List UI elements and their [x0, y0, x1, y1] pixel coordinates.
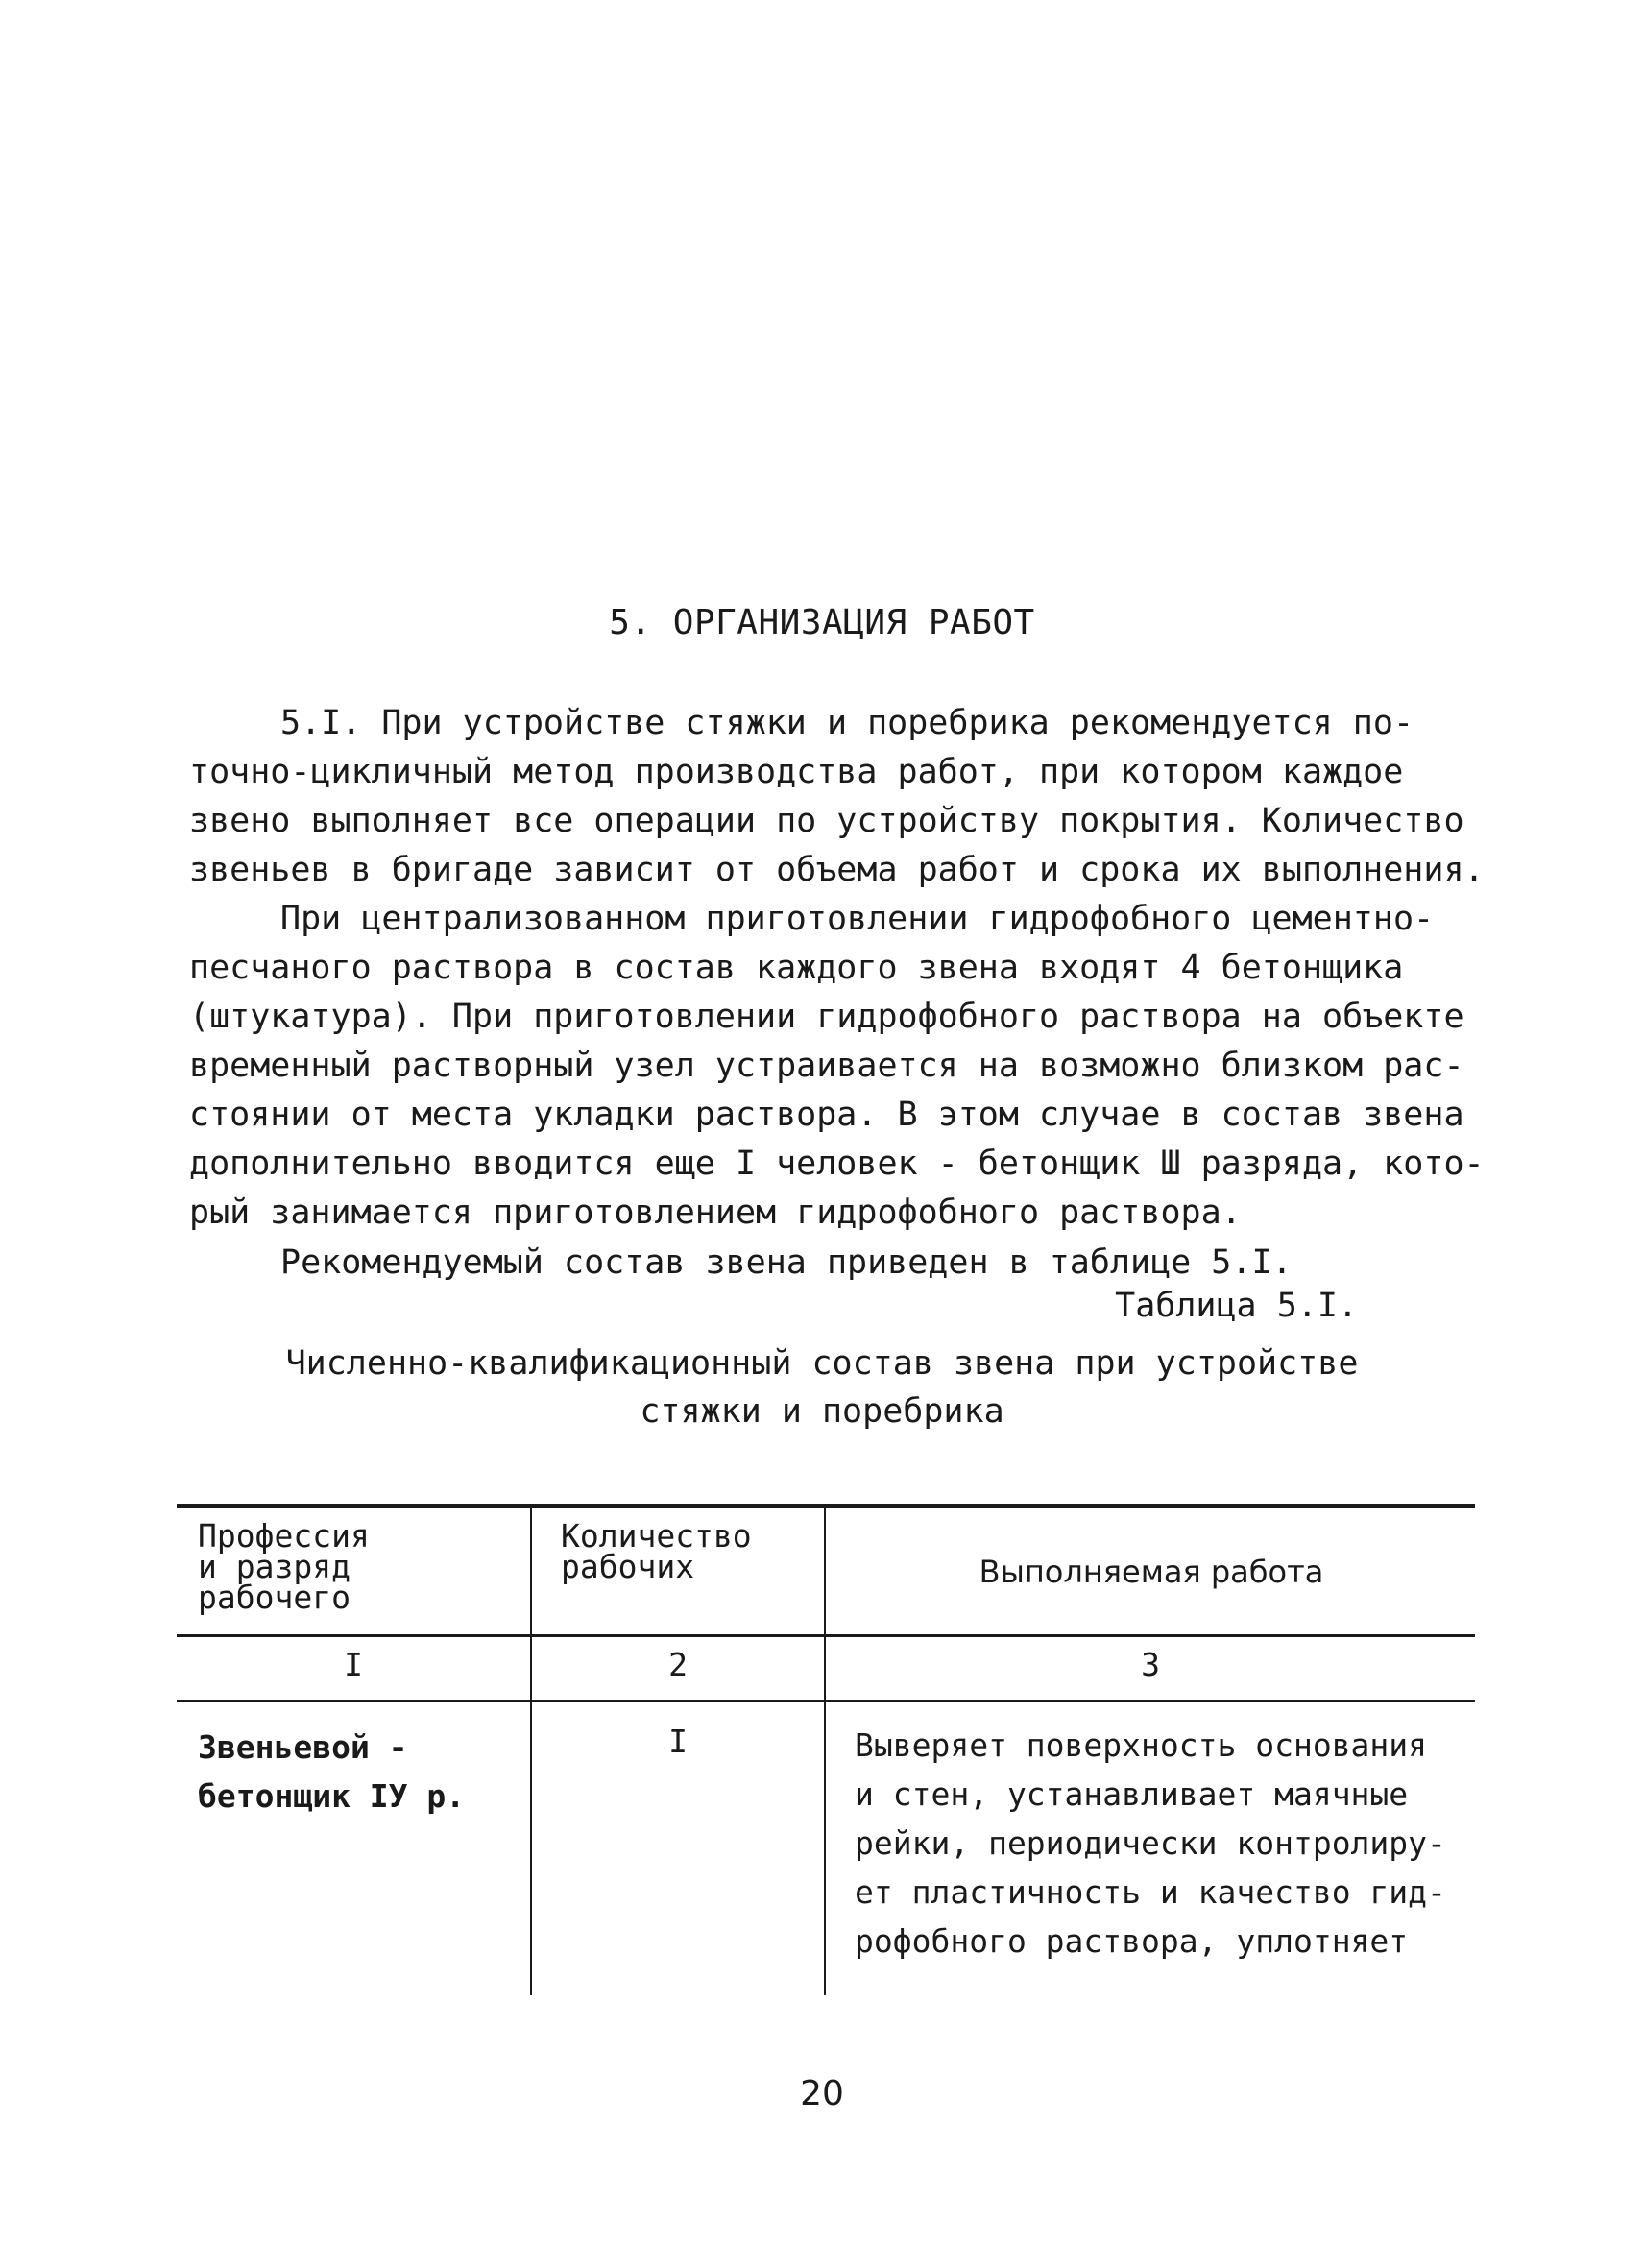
paragraph-table-reference	[189, 1239, 1447, 1288]
table-column-divider	[824, 1504, 826, 1995]
crew-composition-table	[177, 1504, 1475, 1995]
header-line: рабочего	[198, 1579, 351, 1616]
column-number: 2	[668, 1646, 688, 1683]
header-profession	[198, 1517, 515, 1616]
caption-line: Численно-квалификационный состав звена при устройстве	[285, 1344, 1359, 1383]
table-numbers-rule	[177, 1700, 1475, 1702]
table-caption	[0, 1339, 1644, 1436]
paragraph-line: звено выполняет все операции по устройству покрытия. Количество	[189, 802, 1464, 840]
paragraph-line: (штукатура). При приготовлении гидрофобного раствора на объекте	[189, 998, 1464, 1036]
paragraph-line: временный растворный узел устраивается на возможно близком рас-	[189, 1047, 1464, 1085]
paragraph-centralized	[189, 895, 1485, 1238]
table-label: Таблица 5.I.	[1115, 1287, 1358, 1325]
row-line: рейки, периодически контролиру-	[855, 1824, 1446, 1862]
row-line: и стен, устанавливает маячные	[855, 1775, 1409, 1813]
paragraph-line: рый занимается приготовлением гидрофобного раствора.	[189, 1194, 1242, 1232]
row-work	[855, 1721, 1469, 1966]
caption-line: стяжки и поребрика	[640, 1392, 1004, 1431]
header-work-performed: Выполняемая работа	[979, 1554, 1324, 1590]
column-number: I	[344, 1646, 363, 1683]
row-line: рофобного раствора, уплотняет	[855, 1922, 1409, 1960]
paragraph-line: Рекомендуемый состав звена приведен в таблице 5.I.	[280, 1243, 1293, 1282]
header-line: рабочих	[561, 1548, 695, 1585]
paragraph-5-1	[189, 699, 1485, 895]
paragraph-line: точно-цикличный метод производства работ, при котором каждое	[189, 753, 1404, 791]
row-line: ет пластичность и качество гид-	[855, 1873, 1446, 1911]
row-line: Выверяет поверхность основания	[855, 1726, 1428, 1764]
header-line: Профессия	[198, 1517, 370, 1555]
paragraph-line: дополнительно вводится еще I человек - бетонщик Ш разряда, кото-	[189, 1145, 1485, 1183]
paragraph-line: При централизованном приготовлении гидрофобного цементно-	[280, 900, 1435, 938]
row-profession	[198, 1723, 524, 1821]
paragraph-line: песчаного раствора в состав каждого звена входят 4 бетонщика	[189, 949, 1404, 987]
paragraph-line: звеньев в бригаде зависит от объема работ и срока их выполнения.	[189, 851, 1485, 889]
paragraph-line: стоянии от места укладки раствора. В этом случае в состав звена	[189, 1096, 1464, 1134]
row-line: бетонщик IУ р.	[198, 1777, 466, 1815]
row-line: Звеньевой -	[198, 1728, 408, 1766]
header-line: Количество	[561, 1517, 752, 1555]
row-count: I	[668, 1723, 688, 1760]
table-top-rule	[177, 1504, 1475, 1508]
column-number: 3	[1141, 1646, 1160, 1683]
paragraph-line: 5.I. При устройстве стяжки и поребрика рекомендуется по-	[280, 704, 1414, 742]
header-line: и разряд	[198, 1548, 351, 1585]
table-header-rule	[177, 1634, 1475, 1637]
page-number: 20	[800, 2074, 844, 2113]
section-title: 5. ОРГАНИЗАЦИЯ РАБОТ	[609, 603, 1035, 642]
header-worker-count	[561, 1517, 810, 1585]
